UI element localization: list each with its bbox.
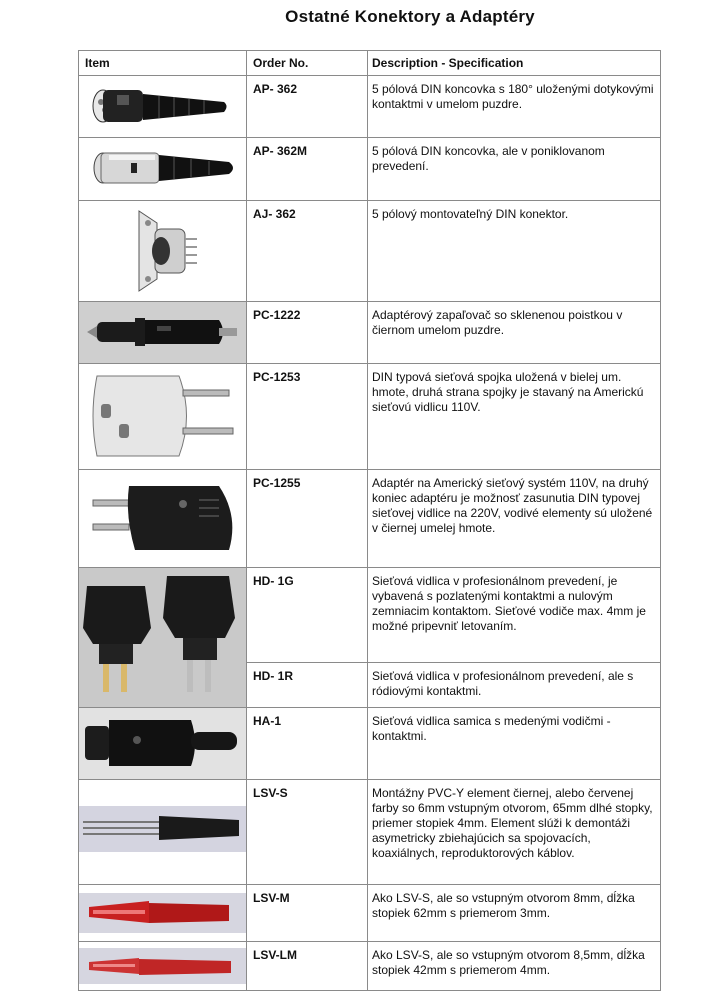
order-number: LSV-M xyxy=(247,885,368,942)
order-number: AP- 362M xyxy=(247,138,368,201)
mains-plugs-icon xyxy=(79,568,246,707)
table-row xyxy=(79,201,661,302)
table-header-row xyxy=(79,51,661,76)
order-number: PC-1255 xyxy=(247,470,368,568)
order-number: HD- 1G xyxy=(247,568,368,663)
description: Ako LSV-S, ale so vstupným otvorom 8mm, dĺžka stopiek 62mm s priemerom 3mm. xyxy=(368,885,661,942)
product-image-cell xyxy=(79,76,247,138)
description: Sieťová vidlica samica s medenými vodičmi - kontaktmi. xyxy=(368,708,661,780)
table-row xyxy=(79,568,661,663)
din-plug-metal-icon xyxy=(79,138,246,200)
order-number: AJ- 362 xyxy=(247,201,368,302)
product-image-cell xyxy=(79,138,247,201)
product-image-cell xyxy=(79,942,247,991)
white-adapter-icon xyxy=(79,364,246,469)
din-plug-black-icon xyxy=(79,76,246,137)
description: Adaptérový zapaľovač so sklenenou poistkou v čiernom umelom puzdre. xyxy=(368,302,661,364)
table-row xyxy=(79,138,661,201)
order-number: LSV-LM xyxy=(247,942,368,991)
table-row xyxy=(79,76,661,138)
product-image-cell xyxy=(79,364,247,470)
red-pvc-element-small-icon xyxy=(79,942,246,990)
product-image-cell xyxy=(79,302,247,364)
din-socket-icon xyxy=(79,201,246,301)
table-row xyxy=(79,302,661,364)
us-adapter-icon xyxy=(79,470,246,567)
description: 5 pólová DIN koncovka s 180° uloženými dotykovými kontaktmi v umelom puzdre. xyxy=(368,76,661,138)
iec-connector-icon xyxy=(79,708,246,779)
order-number: PC-1222 xyxy=(247,302,368,364)
car-lighter-plug-icon xyxy=(79,302,246,363)
product-image-cell xyxy=(79,885,247,942)
order-number: PC-1253 xyxy=(247,364,368,470)
table-row xyxy=(79,708,661,780)
order-number: AP- 362 xyxy=(247,76,368,138)
description: Sieťová vidlica v profesionálnom prevedení, je vybavená s pozlatenými kontaktmi a nulovým zemniacim kontaktom. Sieťové vodiče max. 4mm je možné pripevniť letovaním. xyxy=(368,568,661,663)
black-pvc-element-icon xyxy=(79,780,246,884)
product-image-cell xyxy=(79,470,247,568)
product-table xyxy=(78,50,661,991)
header-description: Description - Specification xyxy=(368,51,661,76)
table-row xyxy=(79,364,661,470)
description: Montážny PVC-Y element čiernej, alebo červenej farby so 6mm vstupným otvorom, 65mm dlhé stopky, priemer stopiek 4mm. Element slúži k demontáži asymetricky zbiehajúcich sa spojovacích, koaxiálnych, reproduktorových káblov. xyxy=(368,780,661,885)
product-image-cell xyxy=(79,201,247,302)
header-item: Item xyxy=(79,51,247,76)
description: 5 pólová DIN koncovka, ale v poniklovanom prevedení. xyxy=(368,138,661,201)
table-row xyxy=(79,470,661,568)
description: Ako LSV-S, ale so vstupným otvorom 8,5mm, dĺžka stopiek 42mm s priemerom 4mm. xyxy=(368,942,661,991)
description: DIN typová sieťová spojka uložená v bielej um. hmote, druhá strana spojky je stavaný na Americkú sieťovú vidlicu 110V. xyxy=(368,364,661,470)
product-image-cell xyxy=(79,568,247,708)
description: Adaptér na Americký sieťový systém 110V, na druhý koniec adaptéru je možnosť zasunutia DIN typovej sieťovej vidlice na 220V, vodivé elementy sú uložené v čiernej umelej hmote. xyxy=(368,470,661,568)
description: 5 pólový montovateľný DIN konektor. xyxy=(368,201,661,302)
header-order: Order No. xyxy=(247,51,368,76)
order-number: HA-1 xyxy=(247,708,368,780)
table-row xyxy=(79,942,661,991)
red-pvc-element-icon xyxy=(79,885,246,941)
product-image-cell xyxy=(79,780,247,885)
product-image-cell xyxy=(79,708,247,780)
page-title: Ostatné Konektory a Adaptéry xyxy=(285,7,535,26)
order-number: HD- 1R xyxy=(247,663,368,708)
table-row xyxy=(79,885,661,942)
description: Sieťová vidlica v profesionálnom prevedení, ale s ródiovými kontaktmi. xyxy=(368,663,661,708)
table-row xyxy=(79,780,661,885)
order-number: LSV-S xyxy=(247,780,368,885)
